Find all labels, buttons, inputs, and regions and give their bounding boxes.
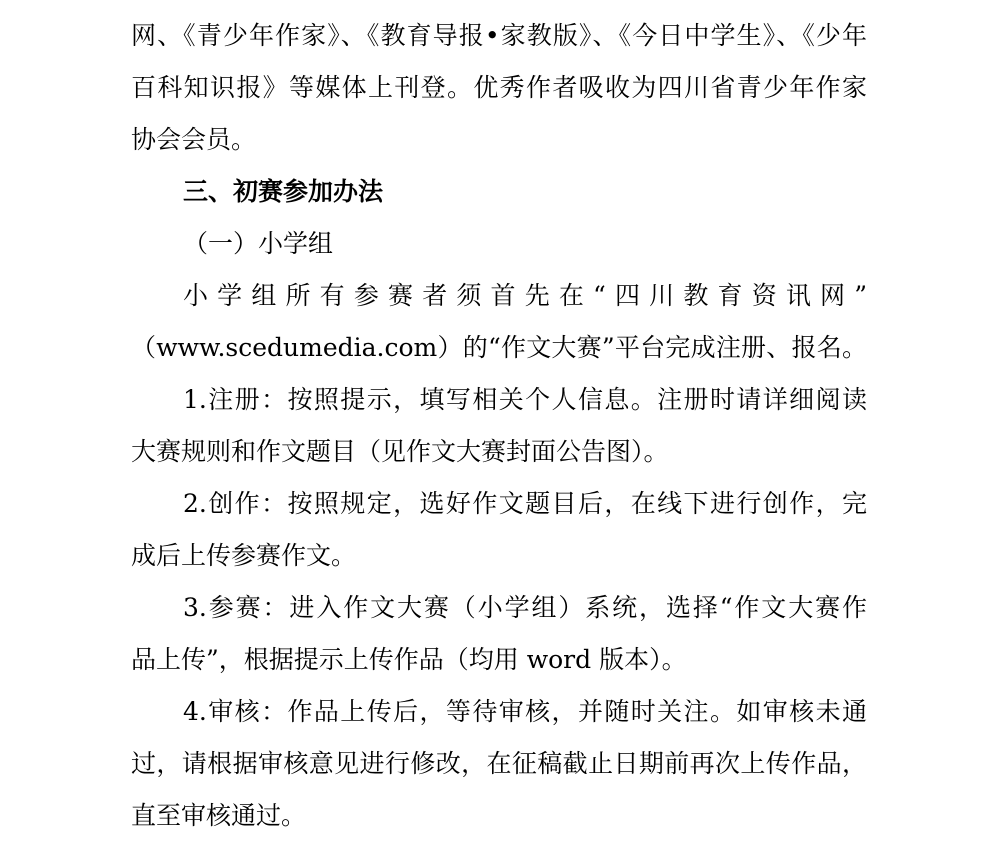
list-item-3-line-1: 3.参赛：进入作文大赛（小学组）系统，选择“作文大赛作 (183, 593, 867, 622)
list-item-4-line-1: 4.审核：作品上传后，等待审核，并随时关注。如审核未通 (183, 697, 867, 726)
list-item-2-line-1: 2.创作：按照规定，选好作文题目后，在线下进行创作，完 (183, 489, 867, 518)
paragraph-line-7: （www.scedumedia.com）的“作文大赛”平台完成注册、报名。 (131, 333, 867, 362)
list-item-4-line-2: 过，请根据审核意见进行修改，在征稿截止日期前再次上传作品， (131, 749, 867, 778)
list-item-1-line-1: 1.注册：按照提示，填写相关个人信息。注册时请详细阅读 (183, 385, 867, 414)
subsection-heading: （一）小学组 (183, 229, 334, 258)
paragraph-line-1: 网、《青少年作家》、《教育导报•家教版》、《今日中学生》、《少年 (131, 21, 867, 50)
paragraph-line-2: 百科知识报》等媒体上刊登。优秀作者吸收为四川省青少年作家 (131, 73, 867, 102)
list-item-1-line-2: 大赛规则和作文题目（见作文大赛封面公告图）。 (131, 437, 669, 466)
section-heading: 三、初赛参加办法 (183, 177, 384, 206)
list-item-3-line-2: 品上传”，根据提示上传作品（均用 word 版本）。 (131, 645, 687, 674)
paragraph-line-6: 小学组所有参赛者须首先在“四川教育资讯网” (183, 281, 867, 310)
list-item-4-line-3: 直至审核通过。 (131, 801, 307, 830)
list-item-2-line-2: 成后上传参赛作文。 (131, 541, 357, 570)
paragraph-line-3: 协会会员。 (131, 125, 257, 154)
